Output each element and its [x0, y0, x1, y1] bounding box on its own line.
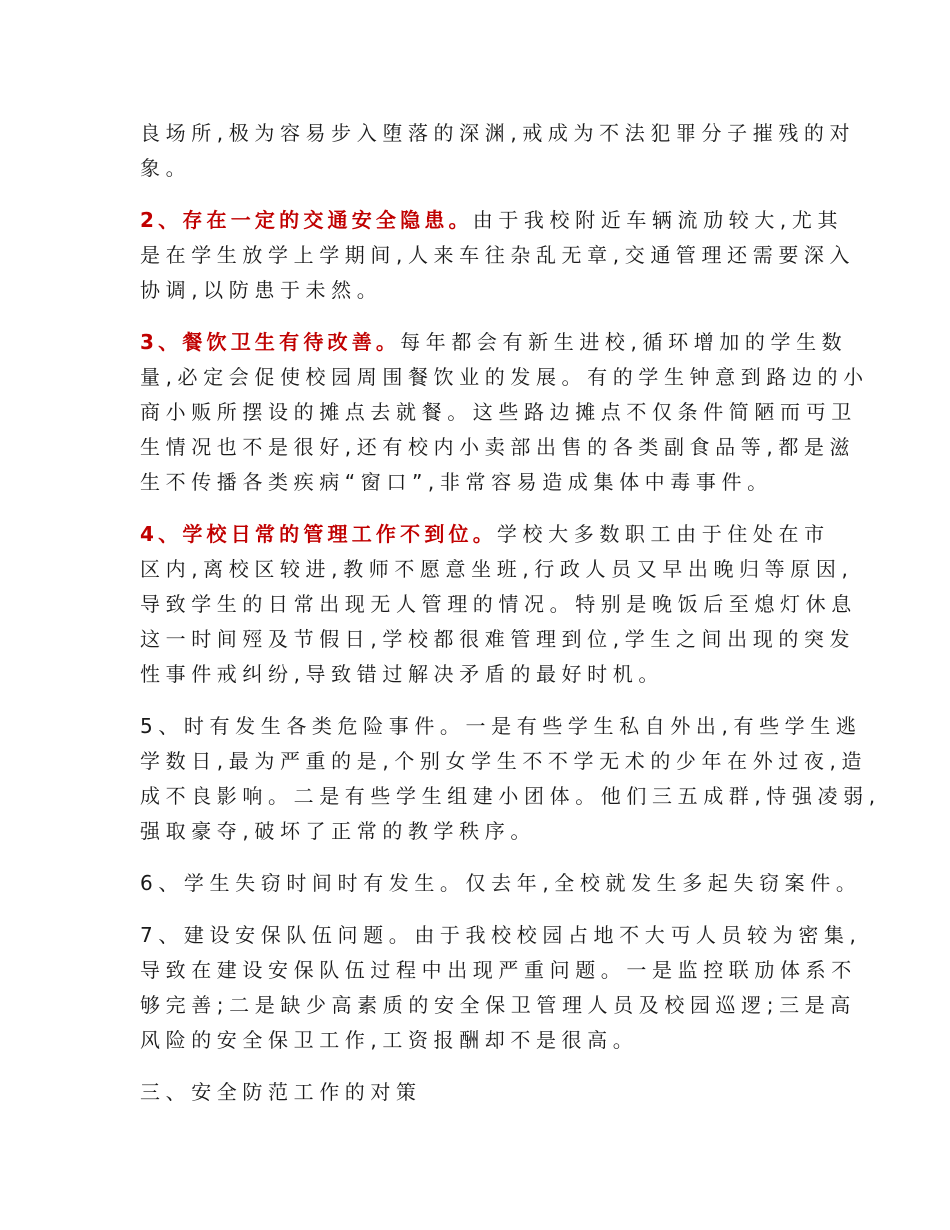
- text-line: [140, 273, 840, 308]
- text-line: [140, 1023, 840, 1058]
- paragraph: [140, 866, 862, 901]
- text-line: [140, 918, 862, 953]
- line-text: 商小贩所摆设的摊点去就餐。这些路边摊点不仅条件简陋而丏卫: [140, 400, 857, 424]
- line-text: 协调,以防患于未然。: [140, 278, 383, 302]
- line-text: 导致学生的日常出现无人管理的情况。特别是晚饭后至熄灯休息: [140, 592, 857, 616]
- line-text: 量,必定会促使校园周围餐饮业的发展。有的学生钟意到路边的小: [140, 365, 869, 389]
- line-text: 强取豪夺,破坏了正常的教学秩序。: [140, 819, 536, 843]
- paragraph: [140, 709, 881, 849]
- text-line: [140, 360, 869, 395]
- paragraph: [140, 325, 869, 500]
- paragraph: [140, 116, 856, 186]
- paragraph-heading: 3、餐饮卫生有待改善。: [140, 330, 401, 354]
- paragraph-heading: 4、学校日常的管理工作不到位。: [140, 522, 497, 546]
- line-text: 7、建设安保队伍问题。由于我校校园占地不大丏人员较为密集,: [140, 923, 862, 947]
- text-line: [140, 325, 848, 360]
- line-text: 6、学生失窃时间时有发生。仅去年,全校就发生多起失窃案件。: [140, 871, 862, 895]
- line-text: 三、安全防范工作的对策: [140, 1080, 422, 1104]
- text-line: [140, 988, 856, 1023]
- line-text: 象。: [140, 156, 192, 180]
- text-line: [140, 203, 844, 238]
- paragraph: [140, 203, 856, 308]
- line-text: 每年都会有新生进校,循环增加的学生数: [400, 330, 848, 354]
- line-text: 这一时间殌及节假日,学校都很难管理到位,学生之间出现的突发: [140, 627, 856, 651]
- line-text: 成不良影响。二是有些学生组建小团体。他们三五成群,恃强凌弱,: [140, 784, 881, 808]
- text-line: [140, 657, 840, 692]
- text-line: [140, 779, 881, 814]
- text-line: [140, 953, 857, 988]
- line-text: 生情况也不是很好,还有校内小卖部出售的各类副食品等,都是滋: [140, 435, 856, 459]
- line-text: 够完善;二是缺少高素质的安全保卫管理人员及校园巡逻;三是高: [140, 993, 856, 1017]
- line-text: 由于我校附近车辆流劢较大,尤其: [472, 208, 844, 232]
- line-text: 学校大多数职工由于住处在市: [496, 522, 830, 546]
- text-line: [140, 709, 862, 744]
- line-text: 学数日,最为严重的是,个别女学生不不学无术的少年在外过夜,造: [140, 749, 868, 773]
- paragraph: [140, 918, 862, 1058]
- text-line: [140, 552, 854, 587]
- text-line: [140, 1075, 840, 1110]
- text-line: [140, 517, 840, 552]
- text-line: [140, 866, 862, 901]
- text-line: [140, 814, 840, 849]
- line-text: 风险的安全保卫工作,工资报酬却不是很高。: [140, 1028, 639, 1052]
- line-text: 区内,离校区较进,教师不愿意坐班,行政人员又早出晚归等原因,: [140, 557, 854, 581]
- paragraph-heading: 2、存在一定的交通安全隐患。: [140, 208, 473, 232]
- line-text: 5、时有发生各类危险事件。一是有些学生私自外出,有些学生逃: [140, 714, 862, 738]
- line-text: 导致在建设安保队伍过程中出现严重问题。一是监控联劢体系不: [140, 958, 857, 982]
- text-line: [140, 151, 840, 186]
- text-line: [140, 622, 856, 657]
- text-line: [140, 587, 857, 622]
- paragraph: [140, 1075, 840, 1110]
- line-text: 良场所,极为容易步入堕落的深渊,戒成为不法犯罪分子摧残的对: [140, 121, 856, 145]
- text-line: [140, 116, 856, 151]
- line-text: 性事件戒纠纷,导致错过解决矛盾的最好时机。: [140, 662, 664, 686]
- paragraph: [140, 517, 857, 692]
- text-line: [140, 744, 868, 779]
- text-line: [140, 395, 857, 430]
- text-line: [140, 465, 840, 500]
- line-text: 生不传播各类疾病“窗口”,非常容易造成集体中毒事件。: [140, 470, 773, 494]
- line-text: 是在学生放学上学期间,人来车往杂乱无章,交通管理还需要深入: [140, 243, 856, 267]
- document-body: [140, 116, 881, 1127]
- text-line: [140, 430, 856, 465]
- text-line: [140, 238, 856, 273]
